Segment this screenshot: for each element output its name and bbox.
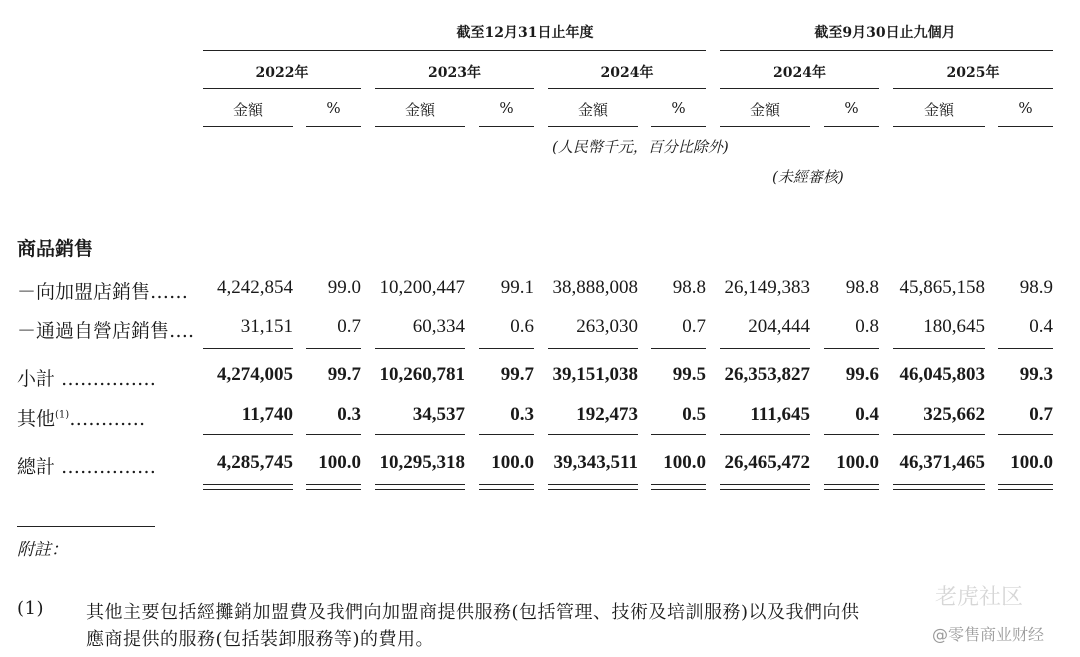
cell-franchise-sales-pct: 98.8: [672, 277, 706, 298]
subtotal-rule: [651, 348, 706, 349]
pct-header: %: [671, 99, 686, 117]
others-rule: [203, 434, 293, 435]
cell-total-pct: 100.0: [836, 452, 879, 473]
sub-rule: [306, 126, 361, 127]
amount-header: 金額: [404, 101, 435, 119]
cell-franchise-sales-amount: 45,865,158: [899, 277, 985, 298]
cell-others-pct: 0.7: [1029, 404, 1053, 425]
cell-franchise-sales-amount: 38,888,008: [552, 277, 638, 298]
year-header-2024-9m: 2024年: [773, 65, 826, 81]
cell-subtotal-amount: 46,045,803: [899, 364, 985, 385]
subtotal-rule: [824, 348, 879, 349]
cell-others-amount: 192,473: [576, 404, 638, 425]
watermark-handle: @零售商业财经: [932, 625, 1045, 644]
amount-header: 金額: [577, 101, 608, 119]
total-double-rule-top: [203, 484, 293, 485]
others-rule: [375, 434, 465, 435]
cell-self-operated-sales-amount: 31,151: [240, 316, 293, 337]
cell-subtotal-amount: 10,260,781: [379, 364, 465, 385]
sub-rule: [720, 126, 810, 127]
cell-franchise-sales-pct: 99.1: [500, 277, 534, 298]
cell-total-pct: 100.0: [663, 452, 706, 473]
footnote-text-line2: 應商提供的服務(包括裝卸服務等)的費用。: [86, 629, 435, 650]
cell-total-pct: 100.0: [1010, 452, 1053, 473]
cell-others-pct: 0.3: [337, 404, 361, 425]
cell-self-operated-sales-pct: 0.7: [337, 316, 361, 337]
others-rule: [548, 434, 638, 435]
others-rule: [998, 434, 1053, 435]
row-label-total: 總計 ……………: [17, 456, 157, 478]
pct-header: %: [326, 99, 341, 117]
cell-others-amount: 325,662: [923, 404, 985, 425]
cell-subtotal-pct: 99.7: [327, 364, 361, 385]
cell-subtotal-amount: 4,274,005: [217, 364, 293, 385]
amount-header: 金額: [749, 101, 780, 119]
cell-total-amount: 10,295,318: [379, 452, 465, 473]
subtotal-rule: [893, 348, 985, 349]
sub-rule: [824, 126, 879, 127]
total-double-rule-bottom: [824, 489, 879, 490]
cell-total-pct: 100.0: [318, 452, 361, 473]
year-rule-2025-9m: [893, 88, 1053, 89]
row-label-franchise-sales: －向加盟店銷售……: [17, 281, 189, 303]
total-double-rule-bottom: [998, 489, 1053, 490]
subtotal-rule: [375, 348, 465, 349]
cell-others-pct: 0.4: [855, 404, 879, 425]
cell-others-pct: 0.3: [510, 404, 534, 425]
row-label-others-text: 其他: [17, 408, 56, 430]
cell-franchise-sales-pct: 98.8: [845, 277, 879, 298]
amount-header: 金額: [923, 101, 954, 119]
footnote-marker: (1): [17, 598, 44, 619]
total-double-rule-bottom: [479, 489, 534, 490]
total-double-rule-top: [720, 484, 810, 485]
section-title: 商品銷售: [17, 238, 94, 260]
year-header-2024: 2024年: [600, 65, 654, 81]
subtotal-rule: [306, 348, 361, 349]
year-header-2025-9m: 2025年: [946, 65, 1000, 81]
total-double-rule-bottom: [203, 489, 293, 490]
cell-others-pct: 0.5: [682, 404, 706, 425]
year-rule-2022: [203, 88, 361, 89]
cell-self-operated-sales-amount: 263,030: [576, 316, 638, 337]
cell-total-amount: 4,285,745: [217, 452, 293, 473]
total-double-rule-top: [893, 484, 985, 485]
cell-others-amount: 111,645: [750, 404, 810, 425]
cell-subtotal-amount: 26,353,827: [724, 364, 810, 385]
footnote-heading: 附註：: [17, 540, 68, 560]
pct-header: %: [844, 99, 859, 117]
others-rule: [306, 434, 361, 435]
cell-franchise-sales-amount: 4,242,854: [217, 277, 293, 298]
sub-rule: [375, 126, 465, 127]
currency-note: (人民幣千元，百分比除外): [552, 138, 729, 156]
subtotal-rule: [720, 348, 810, 349]
sub-rule: [893, 126, 985, 127]
total-double-rule-top: [306, 484, 361, 485]
cell-franchise-sales-amount: 26,149,383: [724, 277, 810, 298]
cell-franchise-sales-pct: 98.9: [1019, 277, 1053, 298]
sub-rule: [998, 126, 1053, 127]
year-header-2023: 2023年: [428, 65, 481, 81]
footnote-separator: [17, 526, 155, 527]
cell-total-amount: 26,465,472: [724, 452, 810, 473]
sub-rule: [548, 126, 638, 127]
cell-franchise-sales-amount: 10,200,447: [379, 277, 465, 298]
9m-group-rule: [720, 50, 1053, 51]
total-double-rule-bottom: [893, 489, 985, 490]
cell-subtotal-pct: 99.7: [500, 364, 534, 385]
total-double-rule-bottom: [548, 489, 638, 490]
total-double-rule-top: [548, 484, 638, 485]
sub-rule: [203, 126, 293, 127]
pct-header: %: [499, 99, 514, 117]
total-double-rule-top: [998, 484, 1053, 485]
cell-self-operated-sales-pct: 0.7: [682, 316, 706, 337]
footnote-ref: (1): [55, 409, 70, 421]
fy-group-rule: [203, 50, 706, 51]
sub-rule: [479, 126, 534, 127]
total-double-rule-bottom: [651, 489, 706, 490]
total-double-rule-top: [651, 484, 706, 485]
watermark-logo: 老虎社区: [935, 585, 1024, 610]
others-rule: [824, 434, 879, 435]
cell-others-amount: 34,537: [412, 404, 465, 425]
row-label-others: [17, 404, 145, 431]
cell-franchise-sales-pct: 99.0: [327, 277, 361, 298]
year-rule-2024: [548, 88, 706, 89]
cell-subtotal-pct: 99.6: [845, 364, 879, 385]
cell-self-operated-sales-pct: 0.4: [1029, 316, 1053, 337]
others-rule: [479, 434, 534, 435]
year-rule-2023: [375, 88, 534, 89]
year-header-2022: 2022年: [255, 65, 309, 81]
row-label-subtotal: 小計 ……………: [17, 368, 157, 390]
fy-group-header: 截至12月31日止年度: [456, 25, 594, 41]
total-double-rule-bottom: [375, 489, 465, 490]
9m-group-header: 截至9月30日止九個月: [814, 25, 956, 41]
amount-header: 金額: [232, 101, 263, 119]
subtotal-rule: [998, 348, 1053, 349]
pct-header: %: [1018, 99, 1033, 117]
cell-self-operated-sales-amount: 204,444: [748, 316, 810, 337]
cell-total-pct: 100.0: [491, 452, 534, 473]
cell-subtotal-amount: 39,151,038: [552, 364, 638, 385]
subtotal-rule: [479, 348, 534, 349]
cell-self-operated-sales-amount: 60,334: [412, 316, 465, 337]
total-double-rule-top: [375, 484, 465, 485]
sub-rule: [651, 126, 706, 127]
total-double-rule-bottom: [306, 489, 361, 490]
cell-others-amount: 11,740: [241, 404, 293, 425]
total-double-rule-bottom: [720, 489, 810, 490]
subtotal-rule: [203, 348, 293, 349]
total-double-rule-top: [824, 484, 879, 485]
subtotal-rule: [548, 348, 638, 349]
others-rule: [720, 434, 810, 435]
row-label-self-operated-sales: －通過自營店銷售….: [17, 320, 195, 342]
others-rule: [651, 434, 706, 435]
footnote-text-line1: 其他主要包括經攤銷加盟費及我們向加盟商提供服務(包括管理、技術及培訓服務)以及我們向供: [86, 602, 860, 623]
total-double-rule-top: [479, 484, 534, 485]
cell-total-amount: 39,343,511: [553, 452, 638, 473]
cell-total-amount: 46,371,465: [899, 452, 985, 473]
cell-self-operated-sales-amount: 180,645: [923, 316, 985, 337]
cell-self-operated-sales-pct: 0.6: [510, 316, 534, 337]
unaudited-note: (未經審核): [772, 168, 844, 186]
year-rule-2024-9m: [720, 88, 879, 89]
others-rule: [893, 434, 985, 435]
cell-subtotal-pct: 99.3: [1019, 364, 1053, 385]
cell-self-operated-sales-pct: 0.8: [855, 316, 879, 337]
row-label-others-dots: …………: [69, 408, 146, 430]
cell-subtotal-pct: 99.5: [672, 364, 706, 385]
